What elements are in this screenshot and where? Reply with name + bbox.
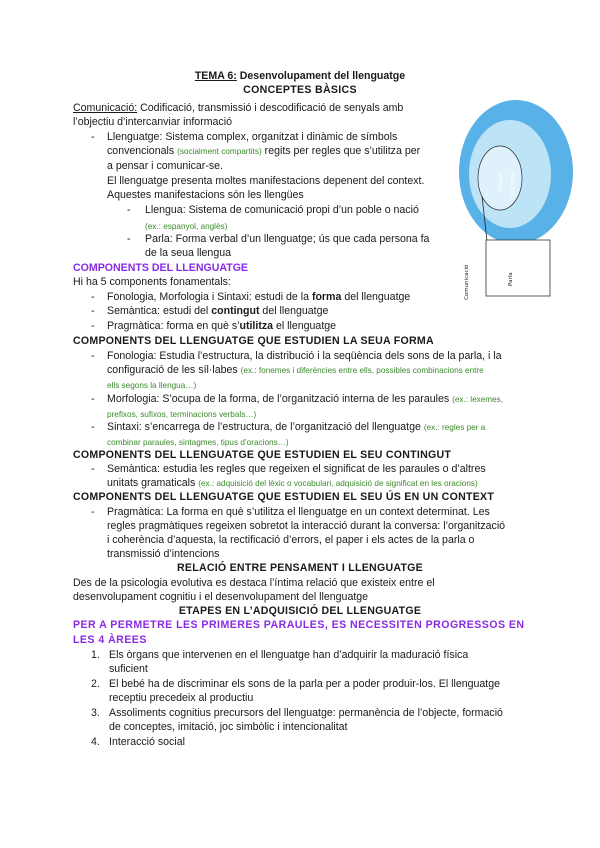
- fonologia-line2: configuració de les síl·labes (ex.: fonemes i diferències entre ells, possibles combinacions entre: [107, 364, 484, 376]
- pragmatica-line2: regles pragmàtiques regeixen sobretot la interacció durant la conversa: l’organització: [107, 520, 506, 532]
- fonologia-line3: ells segons la llengua…): [107, 381, 197, 390]
- forma-heading: COMPONENTS DEL LLENGUATGE QUE ESTUDIEN LA SEUA FORMA: [73, 335, 434, 347]
- pragmatica-line4: transmissió d’intencions: [107, 548, 220, 560]
- bullet-dash: -: [91, 305, 95, 317]
- etapa-3-line2: de conceptes, imitació, joc simbòlic i intencionalitat: [109, 721, 348, 733]
- components-intro: Hi ha 5 components fonamentals:: [73, 276, 231, 288]
- bullet-dash: -: [91, 131, 95, 143]
- component-item-us: Pragmàtica: forma en què s’utilitza el llenguatge: [107, 320, 337, 332]
- sintaxi-line1: Sintaxi: s’encarrega de l’estructura, de l’organització del llenguatge (ex.: regles per a: [107, 421, 486, 433]
- title-prefix: TEMA 6:: [194, 70, 237, 82]
- subtitle: CONCEPTES BÀSICS: [243, 84, 357, 96]
- components-heading: COMPONENTS DEL LLENGUATGE: [73, 262, 248, 274]
- morfologia-line2: prefixos, sufixos, terminacions verbals…): [107, 410, 257, 419]
- comunicacio-line2: l’objectiu d’intercanviar informació: [73, 116, 232, 128]
- list-number: 3.: [91, 707, 100, 719]
- component-item-forma: Fonologia, Morfologia i Sintaxi: estudi de la forma del llenguatge: [107, 291, 411, 303]
- etapa-3-line1: Assoliments cognitius precursors del llenguatge: permanència de l’objecte, formació: [109, 707, 503, 719]
- title-rest: Desenvolupament del llenguatge: [236, 70, 406, 82]
- diagram-box-label: Parla: [508, 272, 514, 286]
- diagram-label-inner-left: Llengua: [498, 172, 504, 192]
- pragmatica-line3: i coherència d’aquesta, la rectificació d’errors, el paper i els actes de la parla o: [107, 534, 475, 546]
- relacio-line2: desenvolupament cognitiu i el desenvolupament del llenguatge: [73, 591, 369, 603]
- etapa-1-line1: Els òrgans que intervenen en el llenguatge han d’adquirir la maduració física: [109, 649, 469, 661]
- relacio-heading: RELACIÓ ENTRE PENSAMENT I LLENGUATGE: [177, 562, 423, 574]
- llenguatge-line3: a pensar i comunicar-se.: [107, 160, 223, 172]
- diagram-label-inner-right: Llenguatge: [510, 171, 516, 200]
- example-note: (socialment compartits): [177, 147, 262, 156]
- list-number: 2.: [91, 678, 100, 690]
- comunicacio-term: Comunicació:: [73, 102, 138, 114]
- llenguatge-line1: Llenguatge: Sistema complex, organitzat i dinàmic de símbols: [107, 131, 398, 143]
- parla-def-line2: de la seua llengua: [145, 247, 231, 259]
- bullet-dash: -: [91, 320, 95, 332]
- llengua-example: (ex.: espanyol, anglès): [145, 222, 228, 231]
- language-diagram: [452, 100, 584, 300]
- bullet-dash: -: [91, 350, 95, 362]
- llenguatge-line4: El llenguatge presenta moltes manifestacions depenent del context.: [107, 175, 425, 187]
- llenguatge-line2: convencionals (socialment compartits) regits per regles que s’utilitza per: [107, 145, 421, 157]
- bullet-dash: -: [127, 233, 131, 245]
- etapa-2-line2: receptiu precedeix al productiu: [109, 692, 254, 704]
- page-title: [0, 70, 600, 83]
- list-number: 1.: [91, 649, 100, 661]
- llengua-def: Llengua: Sistema de comunicació propi d’un poble o nació: [145, 204, 419, 216]
- component-item-contingut: Semàntica: estudi del contingut del llenguatge: [107, 305, 329, 317]
- diagram-side-label: Comunicació: [464, 264, 470, 300]
- bullet-dash: -: [91, 291, 95, 303]
- etapa-1-line2: suficient: [109, 663, 148, 675]
- bullet-dash: -: [91, 393, 95, 405]
- bullet-dash: -: [91, 421, 95, 433]
- semantica-line1: Semàntica: estudia les regles que regeixen el significat de les paraules o d’altres: [107, 463, 486, 475]
- contingut-heading: COMPONENTS DEL LLENGUATGE QUE ESTUDIEN EL SEU CONTINGUT: [73, 449, 452, 461]
- etapes-purple-line2: LES 4 ÀREES: [73, 634, 147, 646]
- us-heading: COMPONENTS DEL LLENGUATGE QUE ESTUDIEN EL SEU ÚS EN UN CONTEXT: [73, 491, 495, 503]
- etapes-heading: ETAPES EN L’ADQUISICIÓ DEL LLENGUATGE: [178, 605, 422, 617]
- list-number: 4.: [91, 736, 100, 748]
- pragmatica-line1: Pragmàtica: La forma en què s’utilitza el llenguatge en un context determinat. Les: [107, 506, 490, 518]
- semantica-line2: unitats gramaticals (ex.: adquisició del lèxic o vocabulari, adquisició de significat en les oracions): [107, 477, 478, 489]
- llenguatge-line5: Aquestes manifestacions són les llengües: [107, 189, 304, 201]
- bullet-dash: -: [91, 463, 95, 475]
- relacio-line1: Des de la psicologia evolutiva es destaca l’íntima relació que existeix entre el: [73, 577, 435, 589]
- parla-box: [486, 240, 550, 296]
- morfologia-line1: Morfologia: S’ocupa de la forma, de l’organització interna de les paraules (ex.: lexemes,: [107, 393, 504, 405]
- parla-def-line1: Parla: Forma verbal d’un llenguatge; ús que cada persona fa: [145, 233, 430, 245]
- fonologia-line1: Fonologia: Estudia l’estructura, la distribució i la seqüència dels sons de la parla, i la: [107, 350, 502, 362]
- sintaxi-line2: combinar paraules, sintagmes, tipus d’oracions…): [107, 438, 289, 447]
- bullet-dash: -: [91, 506, 95, 518]
- etapa-4: Interacció social: [109, 736, 185, 748]
- bullet-dash: -: [127, 204, 131, 216]
- etapes-purple-line1: PER A PERMETRE LES PRIMERES PARAULES, ES NECESSITEN PROGRESSOS EN: [73, 619, 525, 631]
- etapa-2-line1: El bebé ha de discriminar els sons de la parla per a poder produir-los. El llenguatge: [109, 678, 501, 690]
- comunicacio-line1: Comunicació: Codificació, transmissió i descodificació de senyals amb: [73, 102, 404, 114]
